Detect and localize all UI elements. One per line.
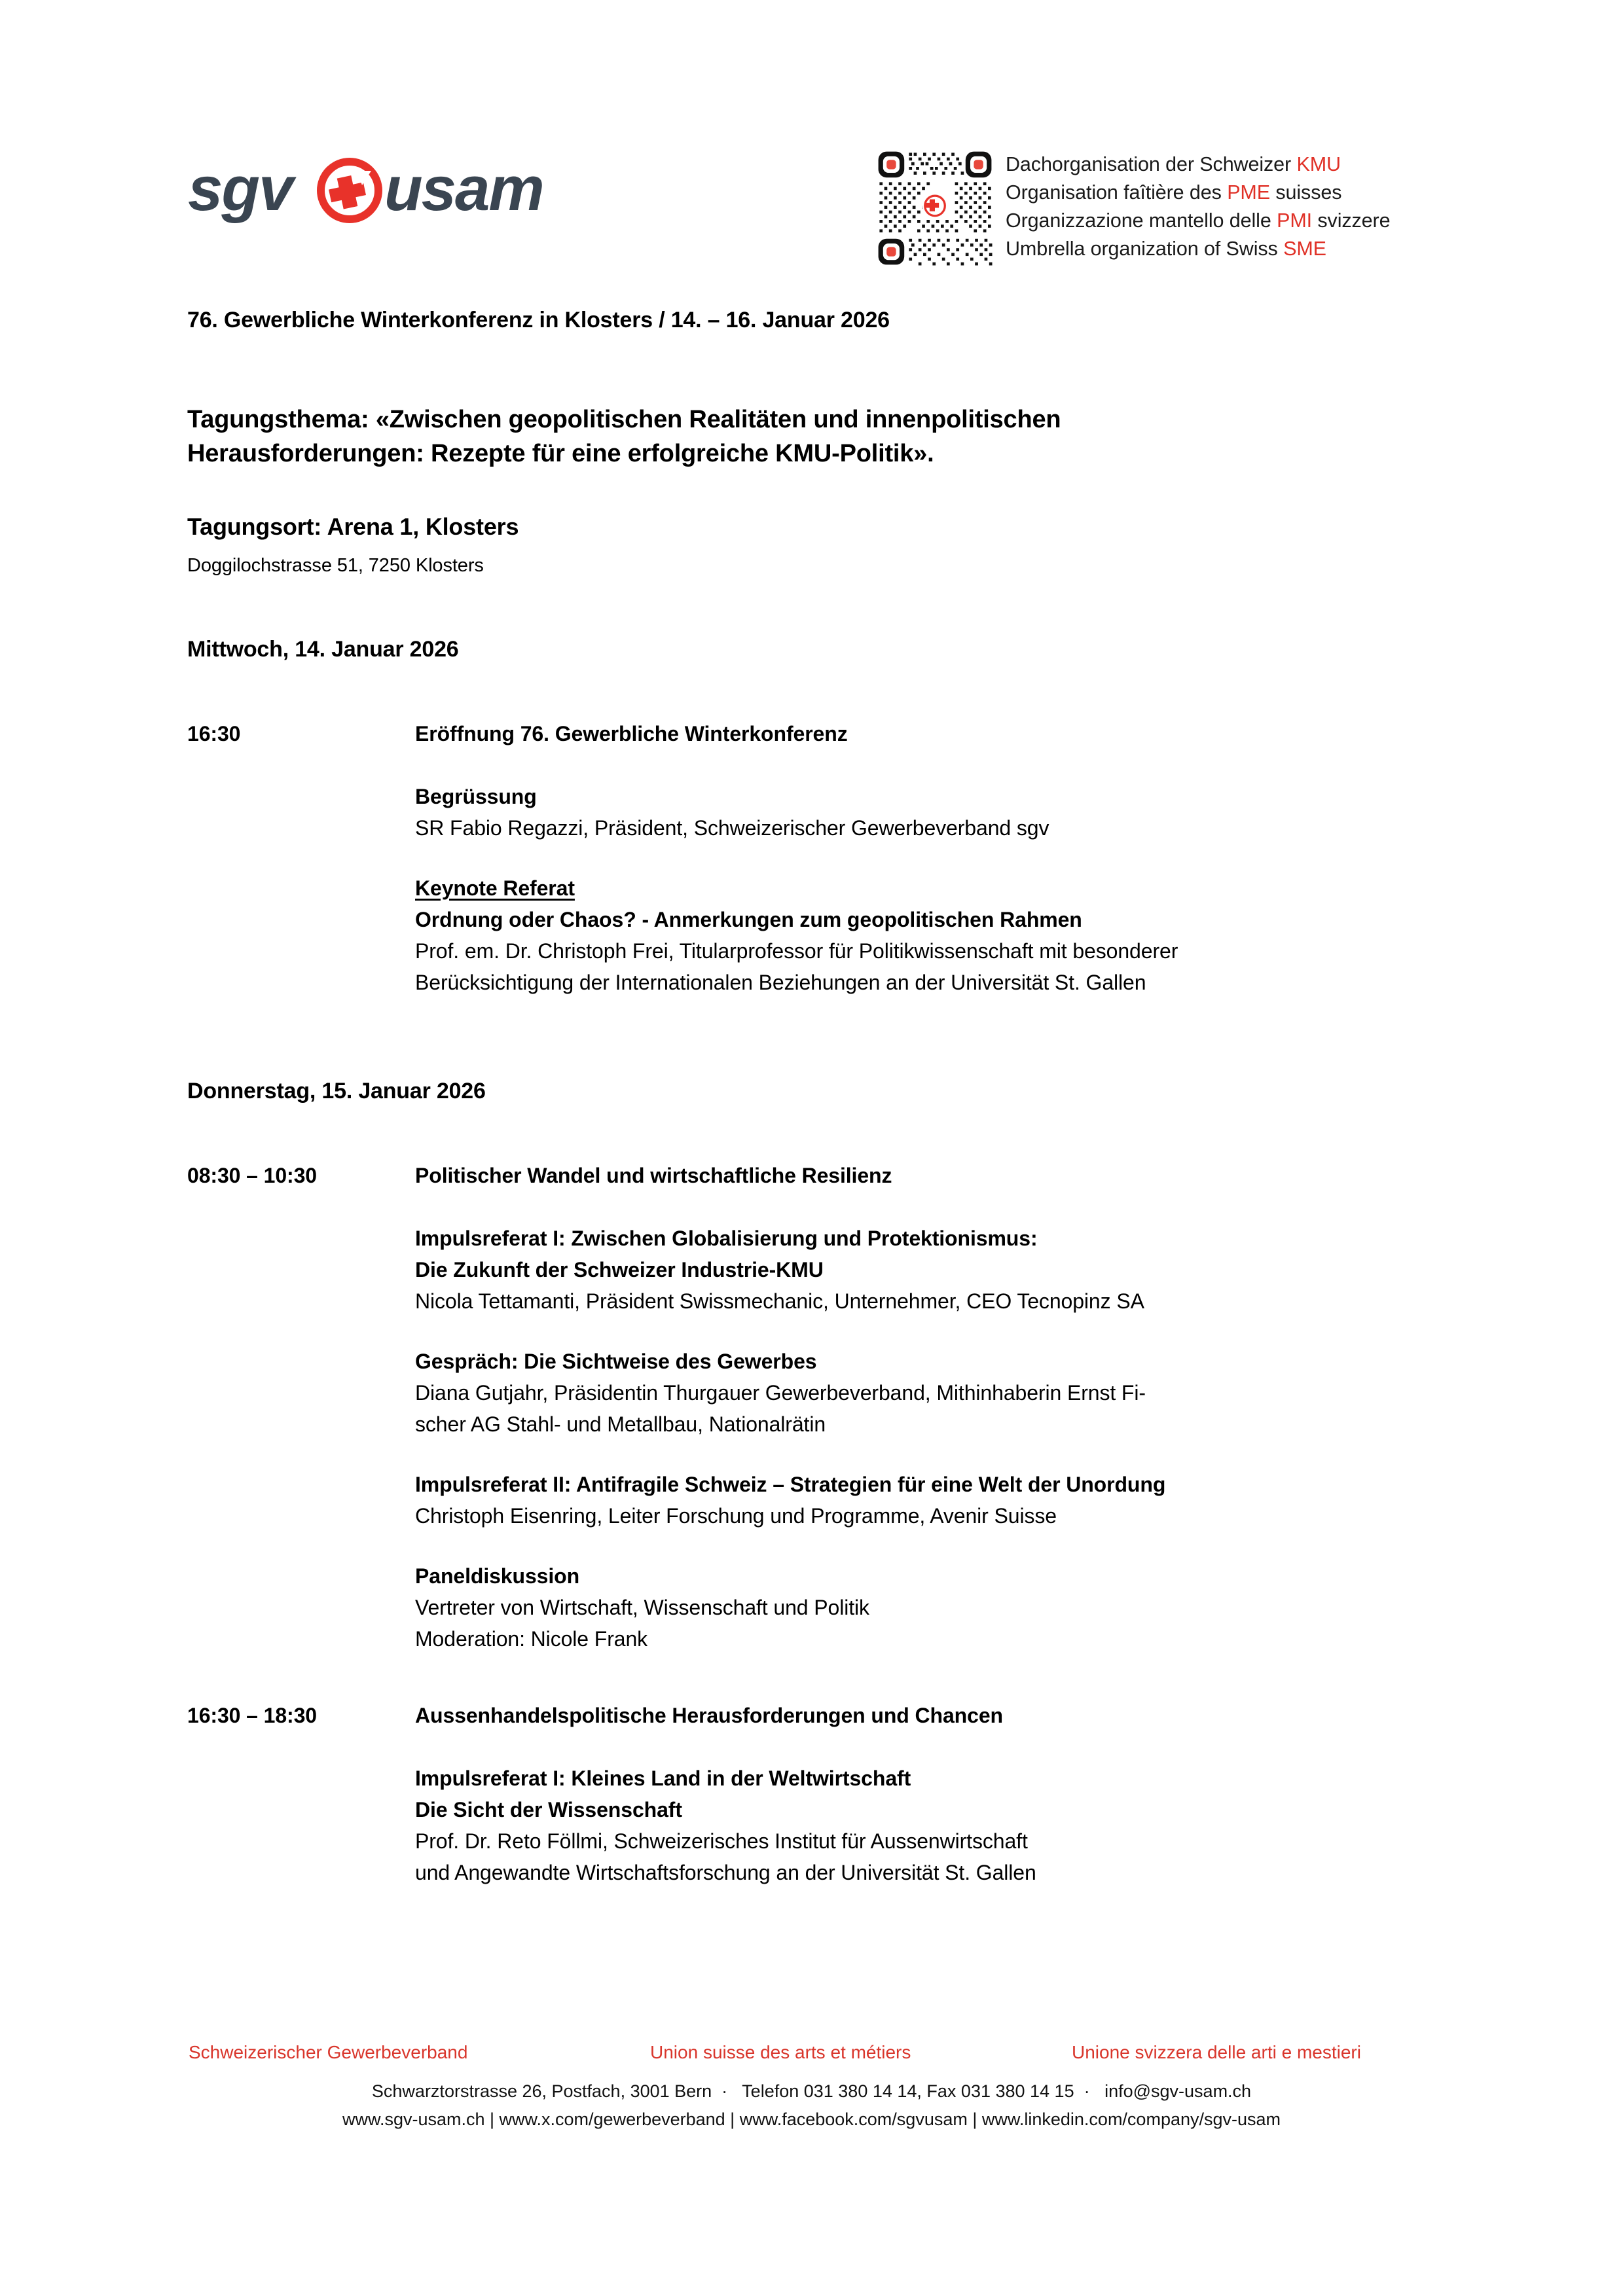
venue-title: Tagungsort: Arena 1, Klosters xyxy=(187,513,519,540)
slot-time: 08:30 – 10:30 xyxy=(187,1164,317,1187)
conference-theme-line-2: Herausforderungen: Rezepte für eine erfolgreiche KMU-Politik». xyxy=(187,440,934,467)
slot-heading: Politischer Wandel und wirtschaftliche Resilienz xyxy=(415,1164,892,1187)
block-title: Paneldiskussion xyxy=(415,1564,580,1588)
block-line: Berücksichtigung der Internationalen Beziehungen an der Universität St. Gallen xyxy=(415,971,1146,994)
block-title: Gespräch: Die Sichtweise des Gewerbes xyxy=(415,1350,817,1373)
page-title: 76. Gewerbliche Winterkonferenz in Klosters / 14. – 16. Januar 2026 xyxy=(187,308,890,332)
org-line-en: Umbrella organization of Swiss SME xyxy=(1006,238,1326,260)
block-title: Begrüssung xyxy=(415,785,537,808)
block-line: SR Fabio Regazzi, Präsident, Schweizerischer Gewerbeverband sgv xyxy=(415,816,1049,840)
block-title: Impulsreferat I: Zwischen Globalisierung und Protektionismus: xyxy=(415,1227,1038,1250)
block-subtitle: Die Zukunft der Schweizer Industrie-KMU xyxy=(415,1258,824,1282)
block-line: und Angewandte Wirtschaftsforschung an der Universität St. Gallen xyxy=(415,1861,1036,1884)
svg-text:usam: usam xyxy=(384,154,543,224)
org-line-de: Dachorganisation der Schweizer KMU xyxy=(1006,153,1341,175)
conference-theme-line-1: Tagungsthema: «Zwischen geopolitischen Realitäten und innenpolitischen xyxy=(187,406,1061,433)
day-heading-donnerstag: Donnerstag, 15. Januar 2026 xyxy=(187,1079,486,1103)
venue-address: Doggilochstrasse 51, 7250 Klosters xyxy=(187,555,484,576)
sgv-usam-qr-code xyxy=(876,149,994,267)
slot-heading: Aussenhandelspolitische Herausforderungen und Chancen xyxy=(415,1704,1003,1727)
footer-name-fr: Union suisse des arts et métiers xyxy=(650,2042,911,2062)
block-title: Keynote Referat xyxy=(415,876,575,900)
block-subtitle: Ordnung oder Chaos? - Anmerkungen zum geopolitischen Rahmen xyxy=(415,908,1082,931)
sgv-usam-logo xyxy=(188,154,555,232)
footer-name-it: Unione svizzera delle arti e mestieri xyxy=(1072,2042,1361,2062)
organization-languages xyxy=(1006,149,1390,263)
block-line: Nicola Tettamanti, Präsident Swissmechanic, Unternehmer, CEO Tecnopinz SA xyxy=(415,1289,1144,1313)
svg-text:sgv: sgv xyxy=(188,154,293,224)
day-heading-mittwoch: Mittwoch, 14. Januar 2026 xyxy=(187,637,459,662)
footer-name-de: Schweizerischer Gewerbeverband xyxy=(189,2042,468,2062)
org-line-fr: Organisation faîtière des PME suisses xyxy=(1006,181,1342,204)
umbrella-organization-block xyxy=(876,149,1390,267)
swiss-cross-circle-icon xyxy=(321,162,378,219)
block-line: Prof. Dr. Reto Föllmi, Schweizerisches Institut für Aussenwirtschaft xyxy=(415,1829,1028,1853)
slot-time: 16:30 – 18:30 xyxy=(187,1704,317,1727)
footer-org-names xyxy=(0,2042,1623,2071)
page-footer xyxy=(0,2042,1623,2130)
slot-heading: Eröffnung 76. Gewerbliche Winterkonferenz xyxy=(415,722,848,745)
block-line: Prof. em. Dr. Christoph Frei, Titularprofessor für Politikwissenschaft mit besonderer xyxy=(415,939,1178,963)
block-line: Christoph Eisenring, Leiter Forschung und Programme, Avenir Suisse xyxy=(415,1504,1057,1528)
slot-time: 16:30 xyxy=(187,722,241,745)
block-line: Moderation: Nicole Frank xyxy=(415,1627,648,1651)
footer-links[interactable]: www.sgv-usam.ch | www.x.com/gewerbeverband | www.facebook.com/sgvusam | www.linkedin.com/company/sgv-usam xyxy=(342,2109,1281,2129)
block-line: Vertreter von Wirtschaft, Wissenschaft und Politik xyxy=(415,1596,869,1619)
block-title: Impulsreferat II: Antifragile Schweiz – Strategien für eine Welt der Unordung xyxy=(415,1473,1166,1496)
block-line: scher AG Stahl- und Metallbau, Nationalrätin xyxy=(415,1412,826,1436)
block-subtitle: Die Sicht der Wissenschaft xyxy=(415,1798,682,1821)
footer-contact: Schwarztorstrasse 26, Postfach, 3001 Bern · Telefon 031 380 14 14, Fax 031 380 14 15 · info@sgv-usam.ch xyxy=(371,2081,1252,2101)
block-title: Impulsreferat I: Kleines Land in der Weltwirtschaft xyxy=(415,1767,911,1790)
org-line-it: Organizzazione mantello delle PMI svizzere xyxy=(1006,209,1391,232)
block-line: Diana Gutjahr, Präsidentin Thurgauer Gewerbeverband, Mithinhaberin Ernst Fi- xyxy=(415,1381,1146,1405)
page-header xyxy=(0,0,1623,281)
